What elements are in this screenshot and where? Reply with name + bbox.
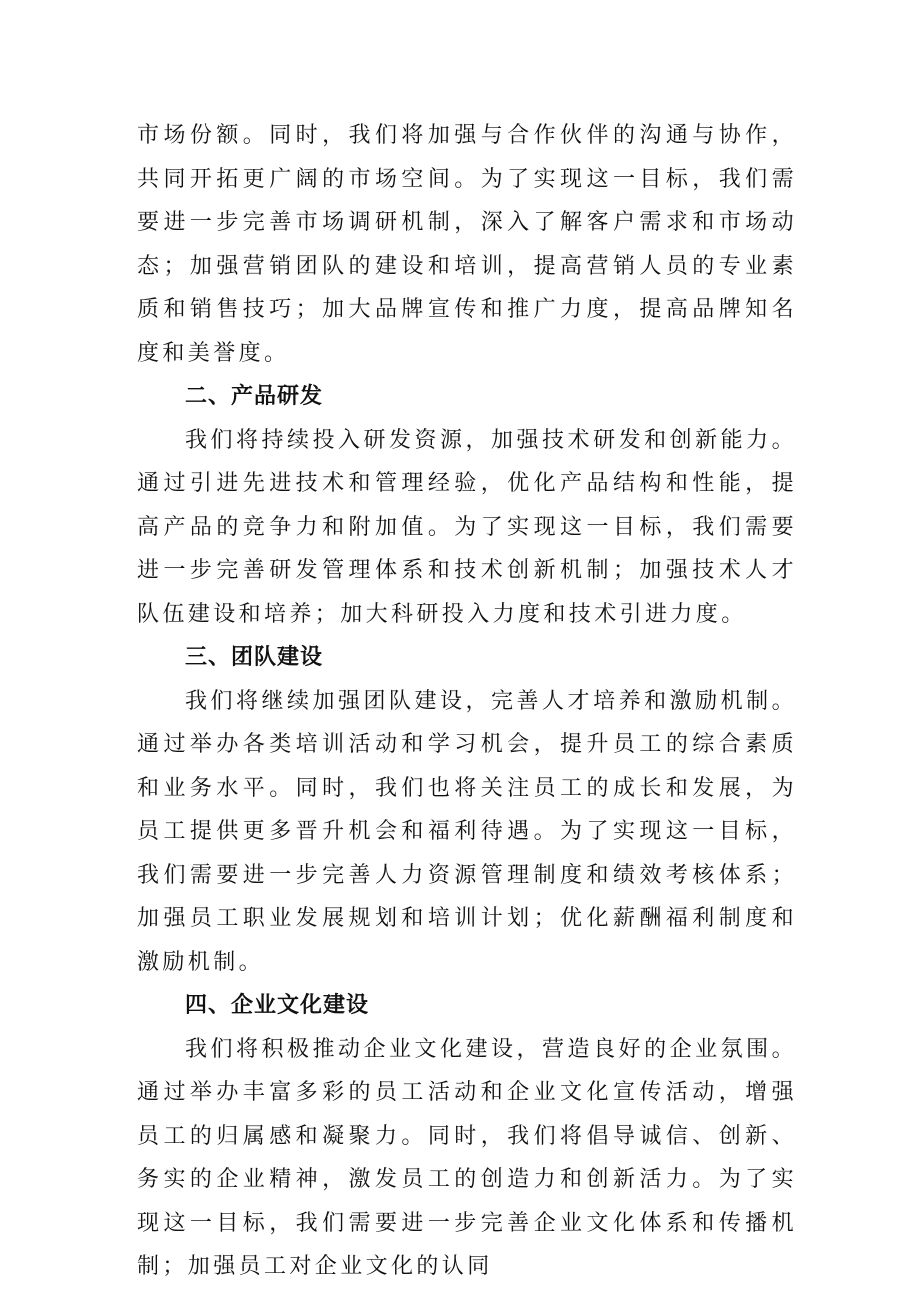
section-heading-corporate-culture: 四、企业文化建设 xyxy=(185,993,370,1018)
section-body-corporate-culture: 我们将积极推动企业文化建设，营造良好的企业氛围。通过举办丰富多彩的员工活动和企业文化宣传活动，增强员工的归属感和凝聚力。同时，我们将倡导诚信、创新、务实的企业精神，激发员工的创造力和创新活力。为了实现这一目标，我们需要进一步完善企业文化体系和传播机制；加强员工对企业文化的认同 xyxy=(137,1036,797,1279)
section-heading-team-building: 三、团队建设 xyxy=(185,645,324,670)
section-heading-product-rd: 二、产品研发 xyxy=(185,384,324,409)
section-body-product-rd: 我们将持续投入研发资源，加强技术研发和创新能力。通过引进先进技术和管理经验，优化产品结构和性能，提高产品的竞争力和附加值。为了实现这一目标，我们需要进一步完善研发管理体系和技术创新机制；加强技术人才队伍建设和培养；加大科研投入力度和技术引进力度。 xyxy=(137,427,797,627)
intro-paragraph: 市场份额。同时，我们将加强与合作伙伴的沟通与协作，共同开拓更广阔的市场空间。为了实现这一目标，我们需要进一步完善市场调研机制，深入了解客户需求和市场动态；加强营销团队的建设和培训，提高营销人员的专业素质和销售技巧；加大品牌宣传和推广力度，提高品牌知名度和美誉度。 xyxy=(137,123,797,366)
section-body-team-building: 我们将继续加强团队建设，完善人才培养和激励机制。通过举办各类培训活动和学习机会，提升员工的综合素质和业务水平。同时，我们也将关注员工的成长和发展，为员工提供更多晋升机会和福利待遇。为了实现这一目标，我们需要进一步完善人力资源管理制度和绩效考核体系；加强员工职业发展规划和培训计划；优化薪酬福利制度和激励机制。 xyxy=(137,688,797,975)
document-page xyxy=(137,114,797,1289)
